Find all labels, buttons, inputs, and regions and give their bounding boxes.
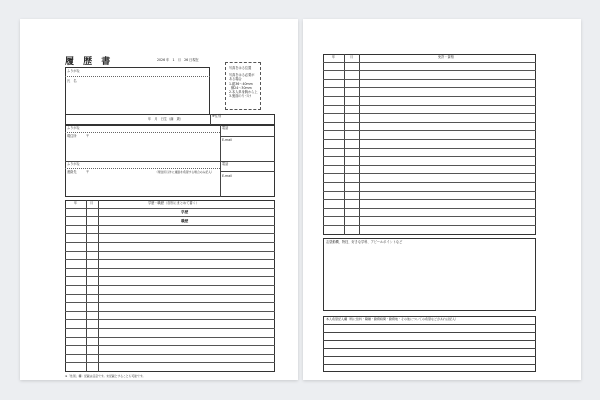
history-row — [65, 260, 275, 269]
name-furigana-label: ふりがな — [67, 69, 80, 73]
history-row — [65, 346, 275, 355]
gender-label: ※性別 — [212, 114, 222, 118]
license-header-month: 月 — [350, 55, 354, 59]
email-label: E-mail — [222, 138, 232, 142]
furigana-divider — [65, 76, 210, 77]
photo-note-3: ある場合 — [229, 77, 242, 81]
history-row — [65, 277, 275, 286]
contact-furigana-label: ふりがな — [67, 162, 80, 166]
license-row — [323, 97, 536, 106]
contact-postal-mark: 〒 — [86, 170, 90, 174]
wishes-header-divider — [323, 324, 536, 325]
photo-note-5: 横24～30mm — [231, 86, 252, 90]
photo-note-4: 1.縦36～40mm — [229, 82, 253, 86]
license-header-year: 年 — [332, 55, 336, 59]
wishes-line — [323, 364, 536, 365]
motivation-box — [323, 238, 536, 311]
resume-page-front — [20, 19, 298, 380]
wishes-label: 本人希望記入欄（特に給料・職種・勤務時間・勤務地・その他についての希望などがあれば記入） — [326, 317, 458, 321]
photo-note-1: 写真をはる位置 — [229, 66, 252, 70]
wishes-line — [323, 340, 536, 341]
contact-phone-email-divider — [220, 171, 275, 172]
license-row — [323, 140, 536, 149]
history-row — [65, 200, 275, 209]
photo-note-6: 2.本人単身胸から上 — [229, 90, 258, 94]
history-row — [65, 243, 275, 252]
phone-label: 電話 — [222, 126, 229, 130]
license-header-content: 免許・資格 — [438, 55, 454, 59]
name-block — [65, 67, 210, 115]
history-row — [65, 312, 275, 321]
history-row — [65, 295, 275, 304]
history-row — [65, 303, 275, 312]
contact-divider — [65, 161, 275, 162]
contact-label: 連絡先 — [67, 170, 77, 174]
birth-gender-divider — [210, 114, 211, 125]
license-row — [323, 63, 536, 72]
license-row — [323, 200, 536, 209]
license-row — [323, 123, 536, 132]
license-row — [323, 106, 536, 115]
license-rows — [323, 54, 536, 226]
address-furigana-label: ふりがな — [67, 126, 80, 130]
history-row — [65, 209, 275, 218]
wishes-line — [323, 356, 536, 357]
history-row — [65, 234, 275, 243]
footnote: ※「性別」欄：記載は任意です。未記載とすることも可能です。 — [65, 374, 146, 378]
license-row — [323, 149, 536, 158]
photo-note-2: 写真をはる必要が — [229, 73, 255, 77]
license-row — [323, 209, 536, 218]
history-header-year: 年 — [74, 201, 78, 205]
contact-note: （現住所以外に連絡を希望する場合のみ記入） — [155, 170, 214, 174]
address-furigana-divider — [65, 132, 220, 133]
phone-email-divider — [220, 136, 275, 137]
license-row — [323, 183, 536, 192]
license-row — [323, 157, 536, 166]
license-row — [323, 192, 536, 201]
contact-furigana-divider — [65, 168, 220, 169]
history-row — [65, 226, 275, 235]
history-row — [65, 269, 275, 278]
name-label: 氏 名 — [67, 79, 77, 83]
history-rows — [65, 200, 275, 363]
address-label: 現住所 — [67, 134, 77, 138]
history-row — [65, 286, 275, 295]
history-row — [65, 217, 275, 226]
license-row — [323, 80, 536, 89]
contact-email-label: E-mail — [222, 174, 232, 178]
license-row — [323, 217, 536, 226]
education-heading: 学歴 — [181, 210, 189, 214]
birth-line: 年 月 日生（満 歳） — [148, 117, 184, 121]
wishes-line — [323, 332, 536, 333]
address-postal-mark: 〒 — [86, 134, 90, 138]
resume-page-back — [303, 19, 581, 380]
history-row — [65, 329, 275, 338]
license-row — [323, 71, 536, 80]
license-row — [323, 114, 536, 123]
history-row — [65, 338, 275, 347]
license-row — [323, 174, 536, 183]
license-row — [323, 88, 536, 97]
history-header-month: 月 — [90, 201, 94, 205]
history-row — [65, 252, 275, 261]
license-row — [323, 166, 536, 175]
wishes-line — [323, 348, 536, 349]
motivation-label: 志望動機、特技、好きな学科、アピールポイントなど — [326, 240, 403, 244]
history-row — [65, 355, 275, 364]
license-row — [323, 131, 536, 140]
resume-title: 履 歴 書 — [65, 57, 114, 67]
date-line: 2026 年 1 月 26 日現在 — [157, 58, 199, 62]
career-heading: 職歴 — [181, 219, 189, 223]
history-header-content: 学歴・職歴（各別にまとめて書く） — [148, 201, 199, 205]
history-row — [65, 320, 275, 329]
contact-phone-label: 電話 — [222, 162, 229, 166]
license-row — [323, 54, 536, 63]
photo-note-7: 3.裏面のりづけ — [229, 94, 252, 98]
